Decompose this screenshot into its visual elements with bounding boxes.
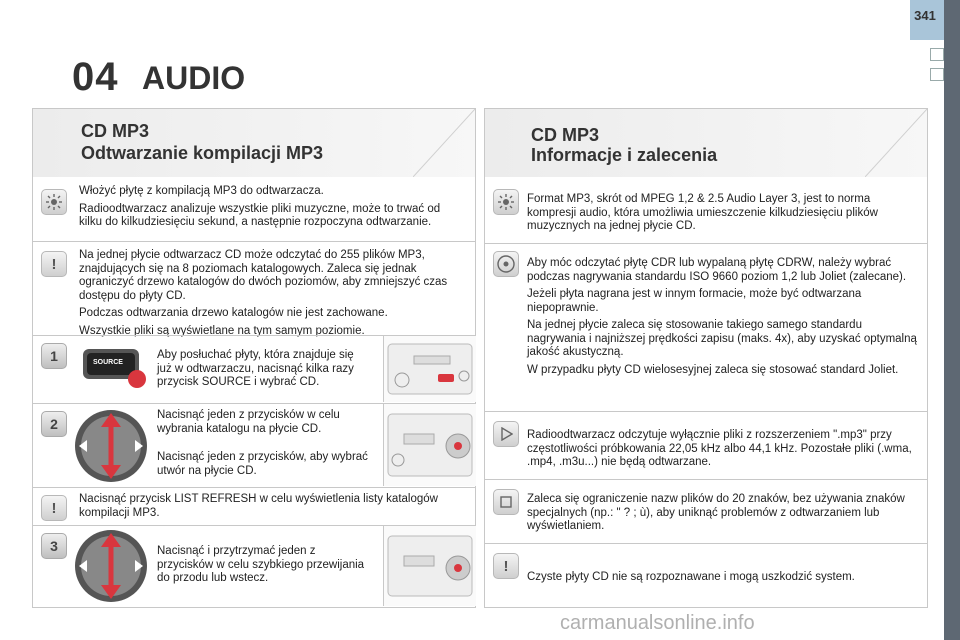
chapter-title: AUDIO <box>142 60 246 96</box>
divider <box>485 411 927 412</box>
warning-line: Na jednej płycie odtwarzacz CD może odczytać do 255 plików MP3, znajdujących się na 8 poziomach katalogowych. Zaleca się jednak ograniczyć drzewo katalogów do dwóch poziomów, aby zmniejszyć czas dostępu do płyty CD. <box>79 249 448 302</box>
right-panel <box>484 108 928 608</box>
info2-line: Aby móc odczytać płytę CDR lub wypalaną płytę CDRW, należy wybrać podczas nagrywania standardu ISO 9660 poziom 1,2 lub Joliet (zalecane). <box>527 257 907 283</box>
exclamation-icon: ! <box>41 251 67 277</box>
info5-text: Czyste płyty CD nie są rozpoznawane i mogą uszkodzić system. <box>527 571 855 583</box>
radio-illustration <box>383 526 476 606</box>
info2-line: Jeżeli płyta nagrana jest w innym formacie, może być odtwarzana niepoprawnie. <box>527 288 862 314</box>
edit-icon <box>493 489 519 515</box>
step2-text-a: Nacisnąć jeden z przycisków w celu wybrania katalogu na płycie CD. <box>157 409 340 435</box>
step3-text: Nacisnąć i przytrzymać jeden z przycisków w celu szybkiego przewijania do przodu lub wstecz. <box>157 545 365 584</box>
step-number: 1 <box>41 343 67 369</box>
warning-line: Podczas odtwarzania drzewo katalogów nie jest zachowane. <box>79 307 388 319</box>
info3-text: Radioodtwarzacz odczytuje wyłącznie pliki z rozszerzeniem ".mp3" przy częstotliwości próbkowania 22,05 kHz albo 44,1 kHz. Pozostałe pliki (.wma, .mp4, .m3u...) nie będą odtwarzane. <box>527 429 912 468</box>
info2-text <box>527 257 917 381</box>
tip-line: Radioodtwarzacz analizuje wszystkie pliki muzyczne, może to trwać od kilku do kilkudziesięciu sekund, a następnie rozpoczyna odtwarzanie. <box>79 202 441 228</box>
info2-line: W przypadku płyty CD wielosesyjnej zaleca się stosować standard Joliet. <box>527 363 899 376</box>
source-button-illustration <box>79 343 153 389</box>
play-icon <box>493 421 519 447</box>
header-diagonal-icon <box>865 109 927 177</box>
page-number: 341 <box>914 8 936 23</box>
tip-line: Włożyć płytę z kompilacją MP3 do odtwarzacza. <box>79 185 324 197</box>
left-panel <box>32 108 476 608</box>
divider <box>33 487 475 488</box>
radio-illustration <box>383 336 476 402</box>
disc-icon <box>493 251 519 277</box>
right-heading-1: CD MP3 <box>531 125 600 145</box>
divider <box>485 243 927 244</box>
left-heading-2: Odtwarzanie kompilacji MP3 <box>81 143 324 163</box>
info1-text: Format MP3, skrót od MPEG 1,2 & 2.5 Audio Layer 3, jest to norma kompresji audio, która umożliwia umieszczenie kilkudziesięciu plików muzycznych na jednej płycie CD. <box>527 193 878 232</box>
tab-square <box>930 68 944 81</box>
divider <box>485 543 927 544</box>
tip-text <box>79 185 459 234</box>
divider <box>485 479 927 480</box>
list-refresh-text: Nacisnąć przycisk LIST REFRESH w celu wyświetlenia listy katalogów kompilacji MP3. <box>79 493 438 519</box>
right-heading-2: Informacje i zalecenia <box>531 145 718 165</box>
divider <box>33 241 475 242</box>
step2-text-b: Nacisnąć jeden z przycisków, aby wybrać utwór na płycie CD. <box>157 451 368 477</box>
sun-icon <box>493 189 519 215</box>
exclamation-icon: ! <box>493 553 519 579</box>
chapter-number: 04 <box>72 55 119 99</box>
navigation-pad-illustration <box>69 527 153 605</box>
step1-text: Aby posłuchać płyty, która znajduje się już w odtwarzaczu, nacisnąć kilka razy przycisk SOURCE i wybrać CD. <box>157 349 354 388</box>
warning-line: Wszystkie pliki są wyświetlane na tym samym poziomie. <box>79 324 365 337</box>
sun-icon <box>41 189 67 215</box>
source-button-label: SOURCE <box>93 359 123 366</box>
watermark: carmanualsonline.info <box>560 612 755 634</box>
step-number: 2 <box>41 411 67 437</box>
info4-text: Zaleca się ograniczenie nazw plików do 20 znaków, bez używania znaków specjalnych (np.: " ? ; ù), aby uniknąć problemów z odtwarzaniem lub wyświetlaniem. <box>527 493 905 532</box>
info2-line: Na jednej płycie zaleca się stosowanie takiego samego standardu nagrywania i najniższej prędkości zapisu (maks. 4x), aby uzyskać optymalną jakość akustyczną. <box>527 319 917 358</box>
warning-text <box>79 249 463 342</box>
tab-square <box>930 48 944 61</box>
side-strip <box>944 0 960 640</box>
navigation-pad-illustration <box>69 407 153 485</box>
left-heading-1: CD MP3 <box>81 121 150 141</box>
header-diagonal-icon <box>413 109 475 177</box>
radio-illustration <box>383 404 476 486</box>
exclamation-icon: ! <box>41 495 67 521</box>
step-number: 3 <box>41 533 67 559</box>
